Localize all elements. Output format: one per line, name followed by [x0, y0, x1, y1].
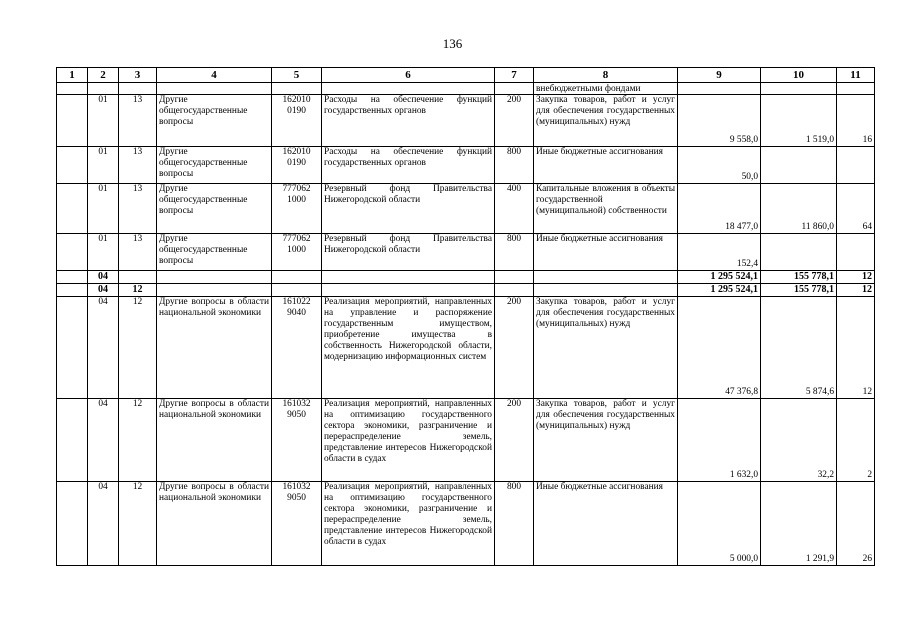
header-cell: 7	[495, 68, 534, 83]
percent-executed	[837, 297, 875, 399]
expense-type-name	[534, 234, 678, 271]
expense-type-name-text: Закупка товаров, работ и услуг для обеспечения государственных (муниципальных) нужд	[536, 95, 675, 127]
expense-type-code-text: 800	[506, 147, 522, 157]
subsection-code	[119, 297, 157, 399]
budget-table	[56, 67, 875, 566]
percent-executed	[837, 234, 875, 271]
target-article-text: 161022 9040	[282, 297, 311, 318]
section-name-text: Другие общегосударственные вопросы	[159, 234, 248, 266]
expense-type-name	[534, 184, 678, 234]
percent-executed-text: 26	[862, 554, 872, 564]
target-article	[272, 184, 322, 234]
article-name-text: Резервный фонд Правительства Нижегородской области	[324, 234, 492, 255]
section-code	[88, 234, 119, 271]
expense-type-name	[534, 284, 678, 297]
expense-type-code	[495, 284, 534, 297]
section-name	[157, 147, 272, 184]
amount-plan-text: 18 477,0	[725, 222, 758, 232]
amount-plan	[678, 482, 761, 566]
amount-executed	[761, 482, 837, 566]
percent-executed	[837, 399, 875, 482]
percent-executed	[837, 147, 875, 184]
amount-plan-text: 1 295 524,1	[710, 271, 758, 282]
article-name	[322, 147, 495, 184]
expense-type-code	[495, 95, 534, 147]
target-article	[272, 399, 322, 482]
expense-type-name	[534, 95, 678, 147]
expense-type-name-text: Капитальные вложения в объекты государственной (муниципальной) собственности	[536, 184, 675, 216]
target-article	[272, 95, 322, 147]
amount-plan	[678, 399, 761, 482]
section-code	[88, 184, 119, 234]
expense-type-code-text: 800	[506, 482, 522, 492]
expense-type-code-text: 200	[506, 95, 522, 105]
section-code-text: 04	[98, 482, 108, 492]
section-name	[157, 271, 272, 284]
row-index-cell	[57, 184, 88, 234]
amount-executed	[761, 184, 837, 234]
expense-type-name	[534, 399, 678, 482]
subsection-code	[119, 399, 157, 482]
amount-plan-text: 47 376,8	[725, 387, 758, 397]
percent-executed	[837, 271, 875, 284]
article-name-text: Реализация мероприятий, направленных на оптимизацию государственного сектора экономики, разграничение и перераспределение земель, представление интересов Нижегородской области в судах	[324, 482, 492, 547]
subsection-code	[119, 147, 157, 184]
target-article	[272, 234, 322, 271]
header-cell: 6	[322, 68, 495, 83]
header-cell: 5	[272, 68, 322, 83]
section-name-text: Другие общегосударственные вопросы	[159, 147, 248, 179]
expense-type-name-text: Иные бюджетные ассигнования	[536, 482, 663, 492]
percent-executed	[837, 184, 875, 234]
percent-executed	[837, 482, 875, 566]
article-name	[322, 284, 495, 297]
expense-type-name-text: Иные бюджетные ассигнования	[536, 147, 663, 157]
row-index-cell	[57, 297, 88, 399]
article-name-text: Реализация мероприятий, направленных на управление и распоряжение государственным имуществом, приобретение имущества в собственность Нижегородской области, модернизацию информационных систем	[324, 297, 492, 362]
expense-type-code-text: 400	[506, 184, 522, 194]
article-name	[322, 297, 495, 399]
section-name-text: Другие вопросы в области национальной экономики	[159, 297, 269, 318]
amount-plan	[678, 297, 761, 399]
continuation-text: внебюджетными фондами	[534, 83, 678, 95]
amount-plan-text: 1 632,0	[729, 470, 758, 480]
target-article-text: 161032 9050	[282, 399, 311, 420]
amount-executed	[761, 399, 837, 482]
expense-type-code-text: 200	[506, 297, 522, 307]
section-name-text: Другие вопросы в области национальной экономики	[159, 482, 269, 503]
expense-type-code-text: 200	[506, 399, 522, 409]
article-name	[322, 234, 495, 271]
amount-executed	[761, 271, 837, 284]
section-code-text: 01	[98, 184, 108, 194]
target-article-text: 162010 0190	[282, 95, 311, 116]
expense-type-name	[534, 271, 678, 284]
expense-type-name	[534, 482, 678, 566]
table-row	[57, 399, 875, 482]
amount-executed	[761, 284, 837, 297]
subsection-code-text: 13	[132, 184, 143, 194]
percent-executed-text: 2	[867, 470, 872, 480]
section-name	[157, 184, 272, 234]
article-name	[322, 184, 495, 234]
target-article	[272, 297, 322, 399]
article-name-text: Расходы на обеспечение функций государственных органов	[324, 95, 492, 116]
subsection-code-text: 12	[132, 482, 143, 492]
header-row	[57, 68, 875, 83]
section-name	[157, 482, 272, 566]
target-article	[272, 482, 322, 566]
amount-plan	[678, 284, 761, 297]
amount-executed-text: 5 874,6	[805, 387, 834, 397]
percent-executed	[837, 95, 875, 147]
table-row	[57, 297, 875, 399]
expense-type-code	[495, 399, 534, 482]
subsection-code	[119, 482, 157, 566]
expense-type-code	[495, 482, 534, 566]
section-code	[88, 482, 119, 566]
expense-type-name-text: Закупка товаров, работ и услуг для обеспечения государственных (муниципальных) нужд	[536, 399, 675, 431]
article-name-text: Расходы на обеспечение функций государственных органов	[324, 147, 492, 168]
percent-executed	[837, 284, 875, 297]
table-body	[57, 95, 875, 566]
percent-executed-text: 12	[862, 271, 872, 282]
amount-executed-text: 1 519,0	[805, 135, 834, 145]
amount-executed	[761, 297, 837, 399]
expense-type-code	[495, 271, 534, 284]
row-index-cell	[57, 95, 88, 147]
target-article-text: 777062 1000	[282, 184, 311, 205]
article-name	[322, 482, 495, 566]
subsection-code	[119, 271, 157, 284]
target-article	[272, 271, 322, 284]
article-name	[322, 399, 495, 482]
target-article-text: 161032 9050	[282, 482, 311, 503]
expense-type-name	[534, 297, 678, 399]
subsection-code	[119, 284, 157, 297]
amount-executed	[761, 234, 837, 271]
expense-type-code	[495, 147, 534, 184]
table-row	[57, 147, 875, 184]
section-code-text: 04	[98, 297, 108, 307]
amount-plan-text: 50,0	[741, 172, 758, 182]
section-name	[157, 284, 272, 297]
percent-executed-text: 16	[862, 135, 872, 145]
expense-type-name-text: Иные бюджетные ассигнования	[536, 234, 663, 244]
section-code	[88, 399, 119, 482]
percent-executed-text: 64	[862, 222, 872, 232]
header-cell: 3	[119, 68, 157, 83]
table-row	[57, 95, 875, 147]
row-index-cell	[57, 482, 88, 566]
row-index-cell	[57, 234, 88, 271]
subsection-code-text: 13	[132, 95, 143, 105]
section-name	[157, 297, 272, 399]
subsection-code-text: 13	[132, 147, 143, 157]
expense-type-code	[495, 297, 534, 399]
section-code-text: 04	[98, 271, 108, 282]
page-number: 136	[442, 36, 463, 51]
table-row	[57, 284, 875, 297]
amount-executed	[761, 147, 837, 184]
section-code	[88, 147, 119, 184]
amount-plan	[678, 95, 761, 147]
amount-executed-text: 155 778,1	[794, 271, 834, 282]
percent-executed-text: 12	[862, 284, 872, 295]
section-name-text: Другие общегосударственные вопросы	[159, 95, 248, 127]
section-name-text: Другие общегосударственные вопросы	[159, 184, 248, 216]
expense-type-name	[534, 147, 678, 184]
subsection-code	[119, 184, 157, 234]
article-name-text: Реализация мероприятий, направленных на оптимизацию государственного сектора экономики, разграничение и перераспределение земель, представление интересов Нижегородской области в судах	[324, 399, 492, 464]
row-index-cell	[57, 284, 88, 297]
amount-plan-text: 152,4	[736, 259, 758, 269]
section-code-text: 01	[98, 95, 108, 105]
section-name	[157, 95, 272, 147]
section-code-text: 01	[98, 234, 108, 244]
header-cell: 2	[88, 68, 119, 83]
amount-plan	[678, 271, 761, 284]
subsection-code-text: 13	[132, 234, 143, 244]
target-article-text: 777062 1000	[282, 234, 311, 255]
row-index-cell	[57, 399, 88, 482]
section-code	[88, 271, 119, 284]
table-row	[57, 482, 875, 566]
expense-type-code	[495, 234, 534, 271]
section-code-text: 01	[98, 147, 108, 157]
expense-type-code	[495, 184, 534, 234]
amount-executed-text: 155 778,1	[794, 284, 834, 295]
subsection-code-text: 12	[132, 399, 143, 409]
percent-executed-text: 12	[862, 387, 872, 397]
amount-plan-text: 9 558,0	[729, 135, 758, 145]
target-article	[272, 284, 322, 297]
subsection-code-text: 12	[132, 297, 143, 307]
amount-plan	[678, 234, 761, 271]
header-cell: 9	[678, 68, 761, 83]
continuation-row	[57, 83, 875, 95]
header-cell: 11	[837, 68, 875, 83]
amount-plan	[678, 184, 761, 234]
subsection-code	[119, 95, 157, 147]
section-code-text: 04	[98, 284, 108, 295]
table-row	[57, 184, 875, 234]
article-name	[322, 95, 495, 147]
expense-type-code-text: 800	[506, 234, 522, 244]
amount-plan	[678, 147, 761, 184]
target-article-text: 162010 0190	[282, 147, 311, 168]
expense-type-name-text: Закупка товаров, работ и услуг для обеспечения государственных (муниципальных) нужд	[536, 297, 675, 329]
section-code-text: 04	[98, 399, 108, 409]
header-cell: 8	[534, 68, 678, 83]
section-name	[157, 234, 272, 271]
amount-plan-text: 5 000,0	[729, 554, 758, 564]
row-index-cell	[57, 147, 88, 184]
target-article	[272, 147, 322, 184]
table-row	[57, 271, 875, 284]
amount-executed-text: 11 860,0	[801, 222, 834, 232]
table-row	[57, 234, 875, 271]
header-cell: 4	[157, 68, 272, 83]
amount-plan-text: 1 295 524,1	[710, 284, 758, 295]
section-name	[157, 399, 272, 482]
section-code	[88, 284, 119, 297]
article-name	[322, 271, 495, 284]
row-index-cell	[57, 271, 88, 284]
amount-executed	[761, 95, 837, 147]
amount-executed-text: 1 291,9	[805, 554, 834, 564]
subsection-code	[119, 234, 157, 271]
subsection-code-text: 12	[132, 284, 143, 295]
section-name-text: Другие вопросы в области национальной экономики	[159, 399, 269, 420]
amount-executed-text: 32,2	[817, 470, 834, 480]
article-name-text: Резервный фонд Правительства Нижегородской области	[324, 184, 492, 205]
section-code	[88, 297, 119, 399]
header-cell: 10	[761, 68, 837, 83]
section-code	[88, 95, 119, 147]
header-cell: 1	[57, 68, 88, 83]
